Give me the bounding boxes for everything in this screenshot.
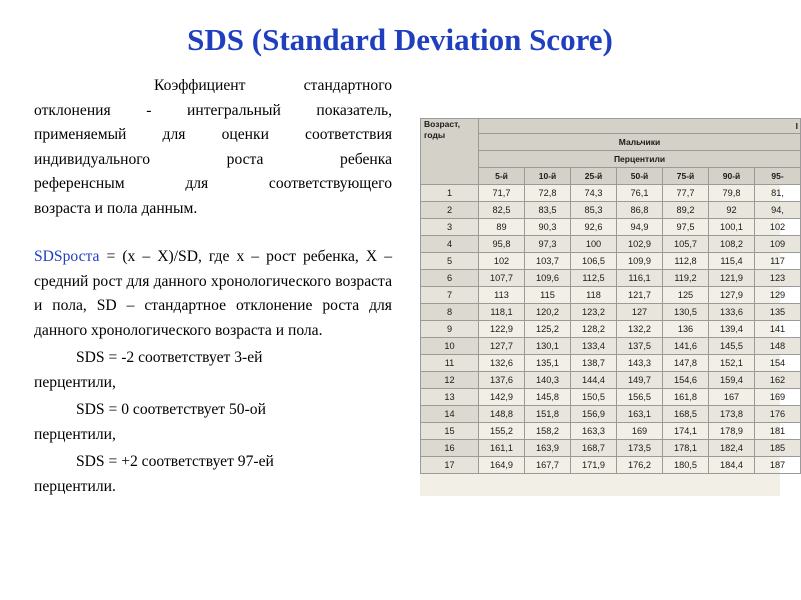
height-cell: 149,7 bbox=[617, 372, 663, 389]
height-cell: 71,7 bbox=[479, 185, 525, 202]
percentile-column-header: 95- bbox=[755, 168, 801, 185]
slide-title: SDS (Standard Deviation Score) bbox=[187, 22, 613, 57]
table-row bbox=[421, 372, 801, 389]
height-cell: 113 bbox=[479, 287, 525, 304]
age-cell: 2 bbox=[421, 202, 479, 219]
height-cell: 138,7 bbox=[571, 355, 617, 372]
formula-term: SDSроста bbox=[34, 248, 100, 265]
age-cell: 13 bbox=[421, 389, 479, 406]
height-cell: 187 bbox=[755, 457, 801, 474]
height-cell: 92 bbox=[709, 202, 755, 219]
height-cell: 109,6 bbox=[525, 270, 571, 287]
height-cell: 86,8 bbox=[617, 202, 663, 219]
height-cell: 100,1 bbox=[709, 219, 755, 236]
table-row bbox=[421, 355, 801, 372]
height-cell: 82,5 bbox=[479, 202, 525, 219]
sds-item-cont: перцентили. bbox=[34, 477, 116, 495]
height-cell: 103,7 bbox=[525, 253, 571, 270]
height-cell: 102 bbox=[755, 219, 801, 236]
age-cell: 12 bbox=[421, 372, 479, 389]
percentile-column-header: 10-й bbox=[525, 168, 571, 185]
height-cell: 167 bbox=[709, 389, 755, 406]
age-cell: 9 bbox=[421, 321, 479, 338]
height-cell: 145,5 bbox=[709, 338, 755, 355]
sds-item-cont: перцентили, bbox=[34, 425, 116, 443]
definition-line: индивидуального роста ребенка bbox=[34, 150, 392, 168]
height-cell: 127,9 bbox=[709, 287, 755, 304]
height-cell: 162 bbox=[755, 372, 801, 389]
height-cell: 95,8 bbox=[479, 236, 525, 253]
age-cell: 15 bbox=[421, 423, 479, 440]
height-cell: 143,3 bbox=[617, 355, 663, 372]
height-cell: 106,5 bbox=[571, 253, 617, 270]
height-cell: 144,4 bbox=[571, 372, 617, 389]
height-cell: 178,1 bbox=[663, 440, 709, 457]
height-cell: 178,9 bbox=[709, 423, 755, 440]
percentile-header: Перцентили bbox=[479, 151, 801, 168]
height-cell: 89,2 bbox=[663, 202, 709, 219]
age-cell: 1 bbox=[421, 185, 479, 202]
height-cell: 130,1 bbox=[525, 338, 571, 355]
formula-text: = (x – X)/SD, где x – рост ребенка, X – средний рост для данного хронологического возраста и пола, SD – стандартное отклонение роста для данного хронологического возраста и пола. bbox=[34, 248, 392, 339]
height-cell: 182,4 bbox=[709, 440, 755, 457]
height-cell: 180,5 bbox=[663, 457, 709, 474]
height-cell: 156,9 bbox=[571, 406, 617, 423]
height-cell: 127,7 bbox=[479, 338, 525, 355]
sds-item-text: SDS = +2 соответствует 97-ей bbox=[76, 453, 274, 470]
definition-line: отклонения - интегральный показатель, bbox=[34, 101, 392, 119]
table-row bbox=[421, 287, 801, 304]
height-cell: 102,9 bbox=[617, 236, 663, 253]
height-cell: 169 bbox=[617, 423, 663, 440]
age-column-header: Возраст, годы bbox=[421, 119, 479, 185]
height-cell: 176,2 bbox=[617, 457, 663, 474]
age-cell: 16 bbox=[421, 440, 479, 457]
height-cell: 156,5 bbox=[617, 389, 663, 406]
table-row bbox=[421, 440, 801, 457]
age-cell: 4 bbox=[421, 236, 479, 253]
height-cell: 148,8 bbox=[479, 406, 525, 423]
age-cell: 8 bbox=[421, 304, 479, 321]
height-cell: 161,1 bbox=[479, 440, 525, 457]
height-cell: 155,2 bbox=[479, 423, 525, 440]
height-cell: 129 bbox=[755, 287, 801, 304]
height-cell: 94, bbox=[755, 202, 801, 219]
height-cell: 115 bbox=[525, 287, 571, 304]
height-cell: 109,9 bbox=[617, 253, 663, 270]
height-cell: 107,7 bbox=[479, 270, 525, 287]
definition-line: применяемый для оценки соответствия bbox=[34, 126, 392, 143]
height-cell: 122,9 bbox=[479, 321, 525, 338]
height-cell: 112,5 bbox=[571, 270, 617, 287]
height-cell: 118 bbox=[571, 287, 617, 304]
height-cell: 142,9 bbox=[479, 389, 525, 406]
table-row bbox=[421, 304, 801, 321]
percentile-column-header: 5-й bbox=[479, 168, 525, 185]
height-cell: 109 bbox=[755, 236, 801, 253]
height-cell: 72,8 bbox=[525, 185, 571, 202]
height-cell: 171,9 bbox=[571, 457, 617, 474]
age-cell: 10 bbox=[421, 338, 479, 355]
height-cell: 163,9 bbox=[525, 440, 571, 457]
height-cell: 137,6 bbox=[479, 372, 525, 389]
height-cell: 85,3 bbox=[571, 202, 617, 219]
height-cell: 185 bbox=[755, 440, 801, 457]
height-cell: 118,1 bbox=[479, 304, 525, 321]
height-cell: 81, bbox=[755, 185, 801, 202]
height-cell: 135,1 bbox=[525, 355, 571, 372]
height-cell: 141 bbox=[755, 321, 801, 338]
table-row bbox=[421, 219, 801, 236]
percentile-column-header: 50-й bbox=[617, 168, 663, 185]
height-cell: 140,3 bbox=[525, 372, 571, 389]
height-cell: 102 bbox=[479, 253, 525, 270]
age-cell: 17 bbox=[421, 457, 479, 474]
height-cell: 137,5 bbox=[617, 338, 663, 355]
height-cell: 117 bbox=[755, 253, 801, 270]
formula-paragraph bbox=[34, 245, 392, 343]
height-cell: 176 bbox=[755, 406, 801, 423]
height-cell: 83,5 bbox=[525, 202, 571, 219]
height-cell: 139,4 bbox=[709, 321, 755, 338]
height-cell: 148 bbox=[755, 338, 801, 355]
height-cell: 89 bbox=[479, 219, 525, 236]
table-row bbox=[421, 253, 801, 270]
height-cell: 163,3 bbox=[571, 423, 617, 440]
definition-line: возраста и пола данным. bbox=[34, 199, 198, 217]
table-row bbox=[421, 457, 801, 474]
group-header: Мальчики bbox=[479, 134, 801, 151]
growth-table-image bbox=[420, 118, 799, 496]
percentile-column-header: 75-й bbox=[663, 168, 709, 185]
height-cell: 97,5 bbox=[663, 219, 709, 236]
height-cell: 168,5 bbox=[663, 406, 709, 423]
height-cell: 90,3 bbox=[525, 219, 571, 236]
text-column bbox=[34, 74, 392, 499]
height-cell: 116,1 bbox=[617, 270, 663, 287]
height-cell: 125 bbox=[663, 287, 709, 304]
height-cell: 132,2 bbox=[617, 321, 663, 338]
height-cell: 168,7 bbox=[571, 440, 617, 457]
height-cell: 141,6 bbox=[663, 338, 709, 355]
height-cell: 108,2 bbox=[709, 236, 755, 253]
age-cell: 7 bbox=[421, 287, 479, 304]
height-cell: 125,2 bbox=[525, 321, 571, 338]
height-cell: 120,2 bbox=[525, 304, 571, 321]
height-cell: 132,6 bbox=[479, 355, 525, 372]
height-cell: 74,3 bbox=[571, 185, 617, 202]
height-cell: 154 bbox=[755, 355, 801, 372]
height-cell: 159,4 bbox=[709, 372, 755, 389]
sds-item-text: SDS = 0 соответствует 50-ой bbox=[76, 401, 266, 418]
age-cell: 6 bbox=[421, 270, 479, 287]
definition-line: референсным для соответствующего bbox=[34, 175, 392, 192]
height-cell: 94,9 bbox=[617, 219, 663, 236]
table-row bbox=[421, 236, 801, 253]
height-cell: 130,5 bbox=[663, 304, 709, 321]
height-cell: 121,7 bbox=[617, 287, 663, 304]
height-cell: 164,9 bbox=[479, 457, 525, 474]
table-row bbox=[421, 185, 801, 202]
growth-table bbox=[420, 118, 801, 474]
sds-item-text: SDS = -2 соответствует 3-ей bbox=[76, 349, 263, 366]
sds-item bbox=[34, 398, 392, 423]
table-row bbox=[421, 406, 801, 423]
table-row bbox=[421, 389, 801, 406]
height-cell: 150,5 bbox=[571, 389, 617, 406]
height-cell: 79,8 bbox=[709, 185, 755, 202]
height-cell: 154,6 bbox=[663, 372, 709, 389]
height-cell: 97,3 bbox=[525, 236, 571, 253]
height-cell: 123,2 bbox=[571, 304, 617, 321]
table-row bbox=[421, 338, 801, 355]
height-cell: 184,4 bbox=[709, 457, 755, 474]
top-header-fragment: I bbox=[479, 119, 801, 134]
sds-item bbox=[34, 450, 392, 475]
height-cell: 135 bbox=[755, 304, 801, 321]
height-cell: 161,8 bbox=[663, 389, 709, 406]
height-cell: 128,2 bbox=[571, 321, 617, 338]
sds-item bbox=[34, 346, 392, 371]
height-cell: 77,7 bbox=[663, 185, 709, 202]
height-cell: 100 bbox=[571, 236, 617, 253]
height-cell: 136 bbox=[663, 321, 709, 338]
height-cell: 119,2 bbox=[663, 270, 709, 287]
table-row bbox=[421, 423, 801, 440]
height-cell: 92,6 bbox=[571, 219, 617, 236]
table-row bbox=[421, 270, 801, 287]
height-cell: 121,9 bbox=[709, 270, 755, 287]
height-cell: 112,8 bbox=[663, 253, 709, 270]
height-cell: 151,8 bbox=[525, 406, 571, 423]
height-cell: 123 bbox=[755, 270, 801, 287]
sds-item-cont: перцентили, bbox=[34, 373, 116, 391]
age-cell: 5 bbox=[421, 253, 479, 270]
definition-line: Коэффициент стандартного bbox=[154, 77, 392, 94]
height-cell: 76,1 bbox=[617, 185, 663, 202]
height-cell: 158,2 bbox=[525, 423, 571, 440]
height-cell: 105,7 bbox=[663, 236, 709, 253]
table-row bbox=[421, 202, 801, 219]
height-cell: 147,8 bbox=[663, 355, 709, 372]
height-cell: 145,8 bbox=[525, 389, 571, 406]
percentile-column-header: 25-й bbox=[571, 168, 617, 185]
age-cell: 14 bbox=[421, 406, 479, 423]
height-cell: 152,1 bbox=[709, 355, 755, 372]
height-cell: 167,7 bbox=[525, 457, 571, 474]
height-cell: 163,1 bbox=[617, 406, 663, 423]
height-cell: 169 bbox=[755, 389, 801, 406]
height-cell: 173,8 bbox=[709, 406, 755, 423]
age-cell: 3 bbox=[421, 219, 479, 236]
height-cell: 133,4 bbox=[571, 338, 617, 355]
height-cell: 173,5 bbox=[617, 440, 663, 457]
height-cell: 133,6 bbox=[709, 304, 755, 321]
height-cell: 127 bbox=[617, 304, 663, 321]
table-row bbox=[421, 321, 801, 338]
height-cell: 115,4 bbox=[709, 253, 755, 270]
height-cell: 174,1 bbox=[663, 423, 709, 440]
percentile-column-header: 90-й bbox=[709, 168, 755, 185]
height-cell: 181 bbox=[755, 423, 801, 440]
age-cell: 11 bbox=[421, 355, 479, 372]
